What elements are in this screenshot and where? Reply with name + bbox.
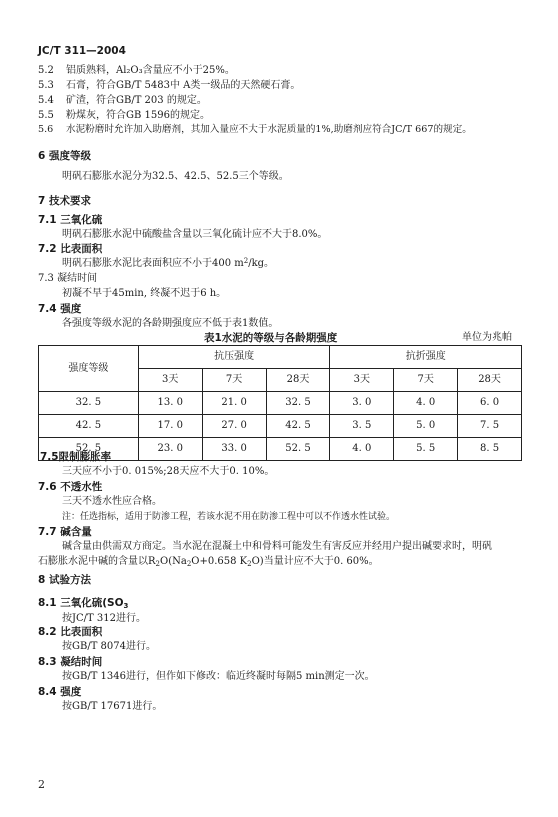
text-part: 明矾石膨胀水泥比表面积应不小于400 m: [62, 258, 244, 269]
text-part: O+0.658 K: [191, 556, 248, 567]
section-6-text: 明矾石膨胀水泥分为32.5、42.5、52.5三个等级。: [62, 171, 289, 182]
clause-8-4-text: 按GB/T 17671进行。: [62, 701, 163, 712]
clause-number: 5.5: [38, 110, 54, 121]
clause-7-6-note: 注：任选指标，适用于防渗工程，若该水泥不用在防渗工程中可以不作透水性试验。: [62, 512, 396, 522]
clause-7-4-text: 各强度等级水泥的各龄期强度应不低于表1数值。: [62, 318, 279, 329]
clause-text: 石膏，符合GB/T 5483中 A类一级品的天然硬石膏。: [66, 80, 301, 91]
table-unit: 单位为兆帕: [462, 332, 512, 343]
clause-7-7-line1: 碱含量由供需双方商定。当水泥在混凝土中和骨料可能发生有害反应并经用户提出碱要求时，明矾: [62, 541, 492, 552]
table-cell: 21. 0: [202, 392, 266, 415]
clause-number: 5.3: [38, 80, 54, 91]
table-caption: 表1水泥的等级与各龄期强度: [204, 332, 338, 344]
table-row: [39, 392, 522, 415]
age-cell: 3天: [138, 369, 202, 392]
strength-table: [38, 345, 522, 461]
table-header-row: [39, 346, 522, 369]
age-cell: 28天: [458, 369, 522, 392]
table-cell: 23. 0: [138, 438, 202, 461]
clause-number: 5.2: [38, 65, 54, 76]
clause-5-6: [38, 124, 472, 137]
clause-8-2-text: 按GB/T 8074进行。: [62, 641, 157, 652]
clause-text: 水泥粉磨时允许加入助磨剂，其加入量应不大于水泥质量的1%,助磨剂应符合JC/T 667的规定。: [66, 124, 472, 135]
text-part: O(Na: [160, 556, 187, 567]
text-part: /kg。: [248, 258, 275, 269]
age-cell: 3天: [330, 369, 394, 392]
table-cell: 17. 0: [138, 415, 202, 438]
subscript: 2: [186, 560, 192, 568]
age-cell: 28天: [266, 369, 330, 392]
table-cell: 42. 5: [39, 415, 139, 438]
table-cell: 32. 5: [266, 392, 330, 415]
grade-header: 强度等级: [39, 346, 139, 392]
table-cell: 5. 0: [394, 415, 458, 438]
table-cell: 3. 0: [330, 392, 394, 415]
table-cell: 3. 5: [330, 415, 394, 438]
text-part: O)当量计应不大于0. 60%。: [251, 556, 379, 567]
table-cell: 13. 0: [138, 392, 202, 415]
clause-text: 粉煤灰，符合GB 1596的规定。: [66, 110, 210, 121]
section-8-heading: 8 试验方法: [38, 574, 91, 586]
clause-7-5-heading: 7.5限制膨胀率: [40, 451, 112, 463]
clause-7-2-heading: 7.2 比表面积: [38, 243, 103, 255]
age-cell: 7天: [394, 369, 458, 392]
clause-7-3-text: 初凝不早于45min, 终凝不迟于6 h。: [62, 288, 227, 299]
clause-8-4-heading: 8.4 强度: [38, 686, 82, 698]
clause-7-6-text: 三天不透水性应合格。: [62, 496, 162, 507]
clause-5-5: [38, 109, 210, 123]
clause-7-7-heading: 7.7 碱含量: [38, 526, 92, 538]
clause-8-1-text: 按JC/T 312进行。: [62, 613, 146, 624]
flexural-header: 抗折强度: [330, 346, 522, 369]
clause-7-5-text: 三天应不小于0. 015%;28天应不大于0. 10%。: [62, 466, 275, 477]
clause-7-1-heading: 7.1 三氧化硫: [38, 214, 103, 226]
clause-5-3: [38, 79, 300, 93]
section-6-heading: 6 强度等级: [38, 150, 91, 162]
standard-code: JC/T 311—2004: [38, 45, 126, 57]
clause-text: 铝质熟料，Al₂O₃含量应不小于25%。: [66, 65, 235, 76]
table-cell: 52. 5: [266, 438, 330, 461]
table-cell: 52. 5: [39, 438, 139, 461]
table-cell: 32. 5: [39, 392, 139, 415]
table-cell: 27. 0: [202, 415, 266, 438]
text-part: 8.1 三氧化硫(SO: [38, 597, 124, 609]
clause-7-1-text: 明矾石膨胀水泥中硫酸盐含量以三氧化硫计应不大于8.0%。: [62, 229, 328, 240]
table-cell: 4. 0: [330, 438, 394, 461]
page-number: 2: [38, 778, 45, 791]
clause-number: 5.4: [38, 95, 54, 106]
table-row: [39, 415, 522, 438]
table-cell: 7. 5: [458, 415, 522, 438]
section-7-heading: 7 技术要求: [38, 195, 91, 207]
age-cell: 7天: [202, 369, 266, 392]
clause-number: 5.6: [38, 124, 54, 135]
table-cell: 33. 0: [202, 438, 266, 461]
clause-8-3-text: 按GB/T 1346进行，但作如下修改：临近终凝时每隔5 min测定一次。: [62, 671, 375, 682]
clause-7-3-heading: 7.3 凝结时间: [38, 273, 98, 284]
table-cell: 42. 5: [266, 415, 330, 438]
clause-7-2-text: [62, 257, 274, 271]
subscript: 2: [155, 560, 160, 568]
clause-7-6-heading: 7.6 不透水性: [38, 481, 103, 493]
text-part: 石膨胀水泥中碱的含量以R: [38, 556, 156, 567]
clause-5-2: [38, 64, 235, 78]
compressive-header: 抗压强度: [138, 346, 330, 369]
subscript: 2: [247, 560, 252, 568]
clause-8-1-heading: [38, 596, 128, 611]
clause-text: 矿渣，符合GB/T 203 的规定。: [66, 95, 207, 106]
table-cell: 4. 0: [394, 392, 458, 415]
clause-7-7-line2: [38, 555, 379, 569]
table-cell: 6. 0: [458, 392, 522, 415]
clause-7-4-heading: 7.4 强度: [38, 303, 82, 315]
clause-8-3-heading: 8.3 凝结时间: [38, 656, 103, 668]
superscript: 2: [243, 257, 249, 265]
table-cell: 5. 5: [394, 438, 458, 461]
clause-8-2-heading: 8.2 比表面积: [38, 626, 103, 638]
subscript: 3: [123, 602, 129, 610]
table-cell: 8. 5: [458, 438, 522, 461]
clause-5-4: [38, 94, 207, 108]
